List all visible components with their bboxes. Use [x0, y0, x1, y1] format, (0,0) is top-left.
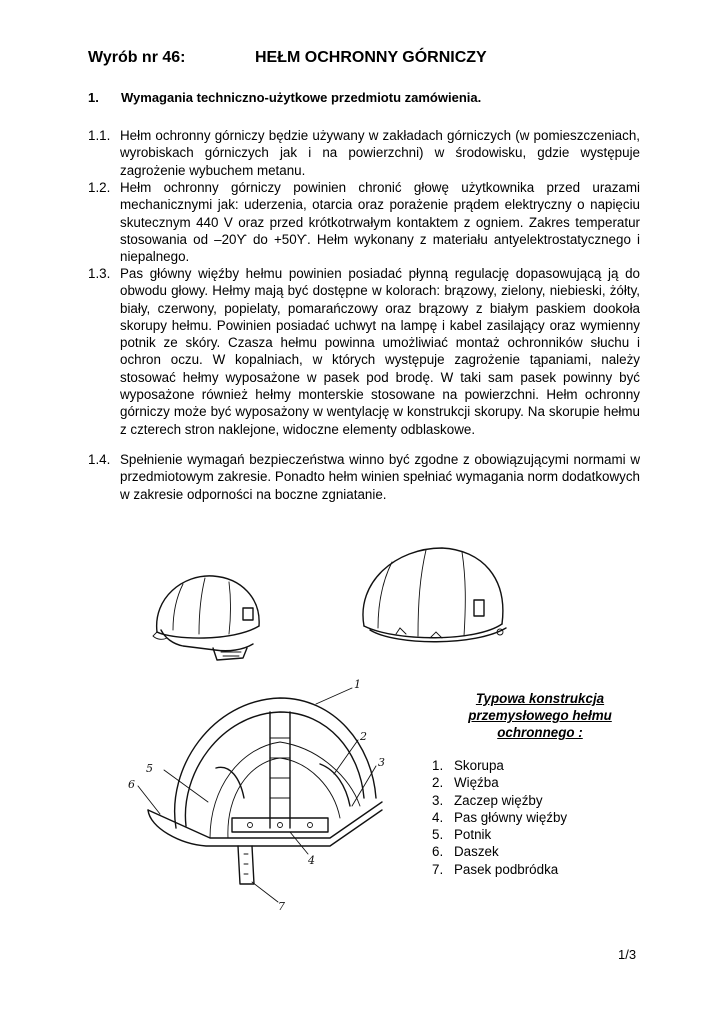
legend-item: [432, 792, 567, 809]
callout-7: 7: [278, 900, 285, 913]
legend-item-number: 4.: [432, 809, 444, 825]
paragraph-text: Spełnienie wymagań bezpieczeństwa winno być zgodne z obowiązującymi normami w przedmiotowym zakresie. Ponadto hełm winien spełniać wymagania norm dodatkowych w zakresie odporności na boczne zgniatanie.: [120, 452, 640, 502]
legend-item-number: 3.: [432, 792, 444, 808]
legend-item-label: Potnik: [454, 827, 492, 843]
paragraph-1-2: [88, 179, 640, 265]
paragraph-text: Pas główny więźby hełmu powinien posiadać płynną regulację dopasowującą ją do obwodu głowy. Hełmy mają być dostępne w kolorach: brązowy, zielony, niebieski, żółty, biały, czerwony, popielaty, pomarańczowy oraz brązowy z białym paskiem dookoła skorupy hełmu. Powinien posiadać uchwyt na lampę i kabel zasilający oraz wymienny potnik ze skóry. Czasza hełmu powinna umożliwiać montaż ochronników słuchu i ochron oczu. W kopalniach, w których występuje zagrożenie tąpaniami, należy stosować hełmy wyposażone w pasek pod brodę. W taki sam pasek powinny być wyposażone również hełmy monterskie stosowane na powierzchni. Hełm ochronny górniczy może być wyposażony w wentylację w konstrukcji skorupy. Na skorupie hełmu z czterech stron naklejone, widoczne elementy odblaskowe.: [120, 266, 640, 437]
legend-item-label: Daszek: [454, 844, 499, 860]
paragraph-number: 1.2.: [88, 180, 111, 195]
page-number: 1/3: [618, 947, 637, 962]
document-heading: [88, 49, 487, 67]
callout-3: 3: [378, 756, 385, 769]
legend-item-label: Więźba: [454, 775, 499, 791]
legend-item-number: 5.: [432, 827, 444, 843]
legend-item-number: 1.: [432, 758, 444, 773]
paragraph-text: Hełm ochronny górniczy powinien chronić głowę użytkownika przed urazami mechanicznymi jak: uderzenia, otarcia oraz porażenie prądem elektryczny o napięciu skutecznym 440 V oraz przed krótkotrwałym kontaktem z ogniem. Zakres temperatur stosowania od –20ϒ do +50ϒ. Hełm wykonany z materiału antyelektrostatycznego i niepalnego.: [120, 180, 640, 265]
section-heading: [88, 90, 482, 105]
helmet-cross-section-illustration: [120, 678, 420, 913]
section-number: 1.: [88, 90, 99, 105]
figure-legend-title: Typowa konstrukcja przemysłowego hełmu ochronnego :: [468, 691, 612, 740]
figure-legend-list: [432, 757, 567, 878]
callout-1: 1: [354, 678, 361, 691]
helmet-rear-illustration: [356, 542, 516, 652]
paragraph-number: 1.3.: [88, 266, 111, 281]
paragraph-number: 1.1.: [88, 128, 111, 143]
legend-item: [432, 826, 567, 843]
callout-5: 5: [146, 762, 153, 775]
legend-item-label: Pas główny więźby: [454, 809, 568, 825]
legend-item-label: Zaczep więźby: [454, 792, 543, 808]
product-number: Wyrób nr 46:: [88, 49, 186, 66]
legend-item-number: 2.: [432, 775, 444, 791]
legend-item: [432, 774, 567, 791]
paragraph-1-1: [88, 127, 640, 179]
page-title: HEŁM OCHRONNY GÓRNICZY: [255, 49, 487, 66]
legend-item-label: Pasek podbródka: [454, 861, 559, 877]
section-title: Wymagania techniczno-użytkowe przedmiotu zamówienia.: [121, 90, 482, 105]
paragraph-number: 1.4.: [88, 452, 111, 467]
paragraph-1-4: [88, 451, 640, 503]
callout-2: 2: [360, 730, 367, 743]
callout-6: 6: [128, 778, 135, 791]
legend-item-label: Skorupa: [454, 758, 504, 773]
paragraph-1-3: [88, 265, 640, 438]
legend-item: [432, 757, 567, 774]
legend-item: [432, 861, 567, 878]
helmet-side-illustration: [143, 568, 273, 668]
callout-4: 4: [308, 854, 315, 867]
legend-item-number: 7.: [432, 861, 444, 877]
legend-item: [432, 843, 567, 860]
legend-item: [432, 809, 567, 826]
legend-item-number: 6.: [432, 844, 444, 860]
paragraph-text: Hełm ochronny górniczy będzie używany w zakładach górniczych (w pomieszczeniach, wyrobiskach górniczych jak i na powierzchni) w środowisku, gdzie występuje zagrożenie wybuchem metanu.: [120, 128, 640, 178]
